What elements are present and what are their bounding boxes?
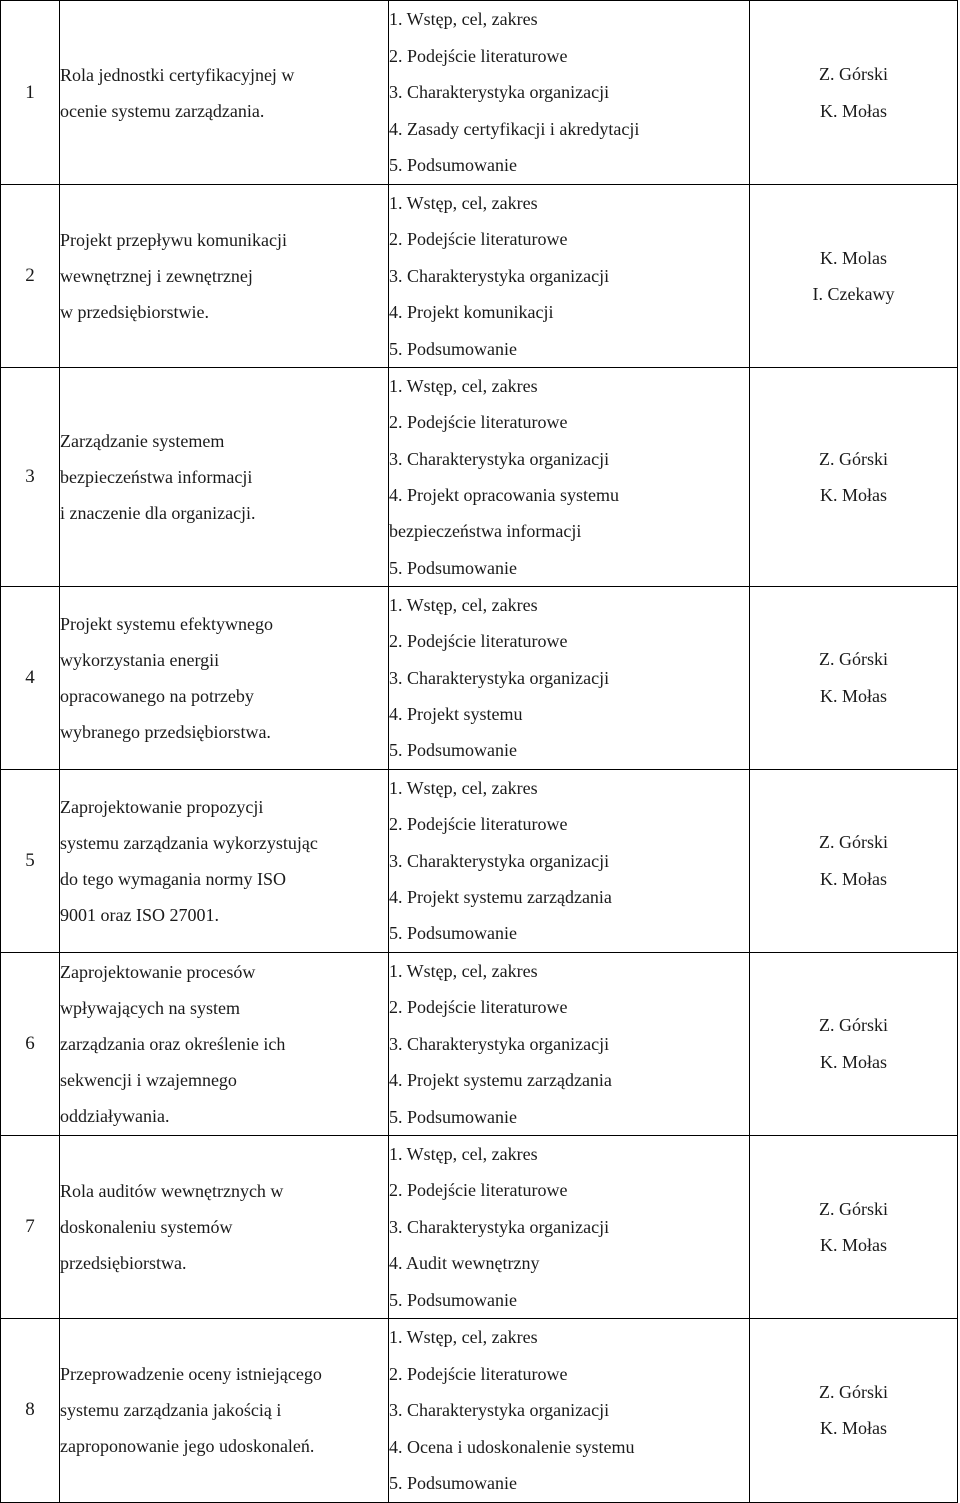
plan-item: 3. Charakterystyka organizacji: [389, 1033, 610, 1054]
topic-title-line: wykorzystania energii: [60, 649, 220, 670]
plan-item: 2. Podejście literaturowe: [389, 229, 568, 250]
row-number: 6: [1, 952, 60, 1135]
table-body: [1, 1, 958, 1503]
topic-title: [60, 1135, 389, 1318]
topic-title-line: systemu zarządzania wykorzystując: [60, 832, 318, 853]
plan-item: 5. Podsumowanie: [389, 740, 517, 761]
plan-item: 5. Podsumowanie: [389, 155, 517, 176]
plan-item: 5. Podsumowanie: [389, 1289, 517, 1310]
topic-title-line: wybranego przedsiębiorstwa.: [60, 721, 271, 742]
supervisors: [750, 952, 958, 1135]
thesis-plan: [389, 952, 750, 1135]
topic-title-line: oddziaływania.: [60, 1105, 170, 1126]
plan-item: 4. Projekt systemu zarządzania: [389, 1070, 612, 1091]
plan-item: 5. Podsumowanie: [389, 1473, 517, 1494]
topic-title-line: Zaprojektowanie propozycji: [60, 796, 264, 817]
table-row: [1, 952, 958, 1135]
plan-item: 4. Projekt komunikacji: [389, 302, 554, 323]
plan-item: 2. Podejście literaturowe: [389, 412, 568, 433]
plan-item: 1. Wstęp, cel, zakres: [389, 376, 538, 397]
plan-item: 1. Wstęp, cel, zakres: [389, 594, 538, 615]
thesis-plan: [389, 769, 750, 952]
supervisors: [750, 368, 958, 587]
table-row: [1, 368, 958, 587]
supervisors: [750, 1135, 958, 1318]
supervisor-name: K. Mołas: [820, 685, 887, 706]
topic-title-line: zarządzania oraz określenie ich: [60, 1033, 286, 1054]
row-number: 3: [1, 368, 60, 587]
supervisors: [750, 1318, 958, 1502]
topic-title: [60, 1318, 389, 1502]
supervisors: [750, 1, 958, 185]
supervisor-name: K. Mołas: [820, 1051, 887, 1072]
thesis-plan: [389, 368, 750, 587]
topic-title-line: opracowanego na potrzeby: [60, 685, 254, 706]
supervisor-name: Z. Górski: [819, 1382, 888, 1403]
supervisor-name: I. Czekawy: [812, 284, 895, 305]
supervisor-name: K. Molas: [820, 247, 887, 268]
supervisor-name: K. Mołas: [820, 484, 887, 505]
thesis-plan: [389, 1135, 750, 1318]
plan-item: 1. Wstęp, cel, zakres: [389, 777, 538, 798]
supervisor-name: K. Mołas: [820, 1234, 887, 1255]
supervisor-name: K. Mołas: [820, 100, 887, 121]
plan-item: 4. Ocena i udoskonalenie systemu: [389, 1436, 635, 1457]
plan-item: 2. Podejście literaturowe: [389, 631, 568, 652]
plan-item: 4. Projekt opracowania systemu: [389, 484, 619, 505]
table-row: [1, 769, 958, 952]
topic-title-line: Rola auditów wewnętrznych w: [60, 1180, 284, 1201]
table-row: [1, 586, 958, 769]
plan-item: 2. Podejście literaturowe: [389, 45, 568, 66]
thesis-plan: [389, 1, 750, 185]
plan-item: 4. Audit wewnętrzny: [389, 1253, 540, 1274]
plan-item: 3. Charakterystyka organizacji: [389, 1216, 610, 1237]
topic-title-line: ocenie systemu zarządzania.: [60, 100, 265, 121]
plan-item: 3. Charakterystyka organizacji: [389, 448, 610, 469]
topic-title: [60, 368, 389, 587]
row-number: 2: [1, 185, 60, 368]
table-row: [1, 1, 958, 185]
row-number: 5: [1, 769, 60, 952]
plan-item: bezpieczeństwa informacji: [389, 521, 582, 542]
topic-title-line: zaproponowanie jego udoskonaleń.: [60, 1436, 315, 1457]
topic-title-line: i znaczenie dla organizacji.: [60, 502, 256, 523]
plan-item: 2. Podejście literaturowe: [389, 1363, 568, 1384]
topic-title: [60, 185, 389, 368]
supervisor-name: Z. Górski: [819, 448, 888, 469]
plan-item: 1. Wstęp, cel, zakres: [389, 193, 538, 213]
plan-item: 5. Podsumowanie: [389, 557, 517, 578]
supervisor-name: Z. Górski: [819, 64, 888, 85]
topic-title: [60, 586, 389, 769]
topic-title-line: Projekt przepływu komunikacji: [60, 230, 287, 251]
table-row: [1, 1318, 958, 1502]
supervisor-name: K. Mołas: [820, 868, 887, 889]
plan-item: 5. Podsumowanie: [389, 923, 517, 944]
supervisor-name: Z. Górski: [819, 1015, 888, 1036]
table-row: [1, 185, 958, 368]
topic-title: [60, 769, 389, 952]
plan-item: 1. Wstęp, cel, zakres: [389, 960, 538, 981]
plan-item: 4. Projekt systemu: [389, 704, 523, 725]
topic-title-line: doskonaleniu systemów: [60, 1216, 233, 1237]
table-row: [1, 1135, 958, 1318]
topic-title: [60, 952, 389, 1135]
plan-item: 2. Podejście literaturowe: [389, 997, 568, 1018]
plan-item: 2. Podejście literaturowe: [389, 1180, 568, 1201]
topic-title-line: do tego wymagania normy ISO: [60, 868, 286, 889]
supervisor-name: Z. Górski: [819, 649, 888, 670]
plan-item: 4. Projekt systemu zarządzania: [389, 887, 612, 908]
plan-item: 3. Charakterystyka organizacji: [389, 82, 610, 103]
topic-title-line: Zarządzanie systemem: [60, 430, 225, 451]
plan-item: 5. Podsumowanie: [389, 1106, 517, 1127]
topic-title-line: wpływających na system: [60, 997, 240, 1018]
row-number: 1: [1, 1, 60, 185]
plan-item: 2. Podejście literaturowe: [389, 814, 568, 835]
topic-title-line: Przeprowadzenie oceny istniejącego: [60, 1364, 322, 1385]
topic-title-line: Projekt systemu efektywnego: [60, 613, 273, 634]
supervisor-name: Z. Górski: [819, 832, 888, 853]
topic-title-line: systemu zarządzania jakością i: [60, 1400, 282, 1421]
topic-title-line: wewnętrznej i zewnętrznej: [60, 266, 253, 287]
row-number: 4: [1, 586, 60, 769]
plan-item: 3. Charakterystyka organizacji: [389, 850, 610, 871]
topic-title-line: bezpieczeństwa informacji: [60, 466, 253, 487]
topic-title-line: w przedsiębiorstwie.: [60, 302, 209, 323]
plan-item: 3. Charakterystyka organizacji: [389, 1400, 610, 1421]
topic-title-line: Zaprojektowanie procesów: [60, 961, 256, 982]
supervisors: [750, 185, 958, 368]
thesis-plan: [389, 185, 750, 368]
plan-item: 1. Wstęp, cel, zakres: [389, 1327, 538, 1348]
topic-title: [60, 1, 389, 185]
plan-item: 4. Zasady certyfikacji i akredytacji: [389, 118, 640, 139]
row-number: 8: [1, 1318, 60, 1502]
topic-title-line: 9001 oraz ISO 27001.: [60, 904, 219, 925]
supervisors: [750, 586, 958, 769]
thesis-plan: [389, 586, 750, 769]
supervisor-name: Z. Górski: [819, 1198, 888, 1219]
topic-title-line: Rola jednostki certyfikacyjnej w: [60, 64, 295, 85]
row-number: 7: [1, 1135, 60, 1318]
plan-item: 3. Charakterystyka organizacji: [389, 265, 610, 286]
supervisors: [750, 769, 958, 952]
plan-item: 1. Wstęp, cel, zakres: [389, 1143, 538, 1164]
topic-title-line: sekwencji i wzajemnego: [60, 1069, 237, 1090]
thesis-plan: [389, 1318, 750, 1502]
topic-title-line: przedsiębiorstwa.: [60, 1252, 187, 1273]
supervisor-name: K. Mołas: [820, 1418, 887, 1439]
plan-item: 3. Charakterystyka organizacji: [389, 667, 610, 688]
plan-item: 1. Wstęp, cel, zakres: [389, 9, 538, 30]
plan-item: 5. Podsumowanie: [389, 338, 517, 359]
